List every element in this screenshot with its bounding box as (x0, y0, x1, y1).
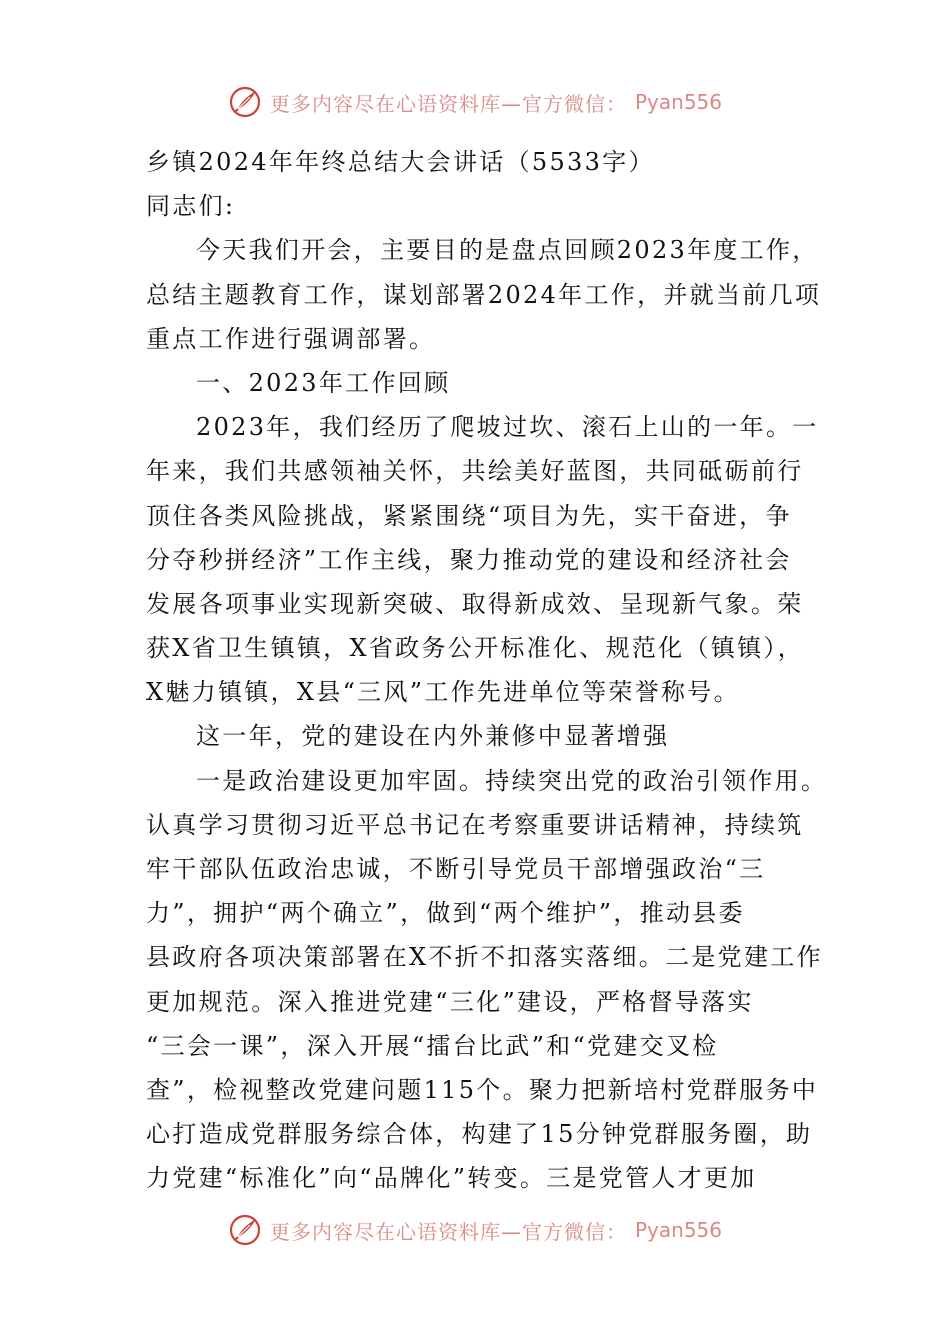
paragraph-line: 一是政治建设更加牢固。持续突出党的政治引领作用。 (196, 766, 828, 795)
paragraph-line: X魅力镇镇，X县“三风”工作先进单位等荣誉称号。 (146, 678, 740, 707)
paragraph-line: 重点工作进行强调部署。 (146, 324, 436, 353)
paragraph-line: 分夺秒拼经济”工作主线，聚力推动党的建设和经济社会 (146, 545, 792, 574)
watermark-account: Pyan556 (634, 1218, 722, 1242)
salutation: 同志们: (146, 192, 236, 221)
paragraph-line: 县政府各项决策部署在X不折不扣落实落细。二是党建工作 (146, 943, 823, 972)
paragraph-line: 更加规范。深入推进党建“三化”建设，严格督导落实 (146, 987, 754, 1016)
paragraph-line: 年来，我们共感领袖关怀，共绘美好蓝图，共同砥砺前行 (146, 457, 804, 486)
watermark-account: Pyan556 (634, 90, 722, 114)
document-body (146, 140, 828, 1201)
paragraph-line: 查”，检视整改党建问题115个。聚力把新培村党群服务中 (146, 1075, 819, 1104)
paragraph-line: 认真学习贯彻习近平总书记在考察重要讲话精神，持续筑 (146, 810, 804, 839)
paragraph-line: “三会一课”，深入开展“擂台比武”和“党建交叉检 (146, 1031, 719, 1060)
section-heading: 一、2023年工作回顾 (196, 368, 451, 397)
quill-logo-icon (228, 1213, 262, 1247)
paragraph-line: 总结主题教育工作，谋划部署2024年工作，并就当前几项 (146, 280, 822, 309)
paragraph-line: 获X省卫生镇镇，X省政务公开标准化、规范化（镇镇）， (146, 634, 804, 663)
paragraph-line: 力”，拥护“两个确立”，做到“两个维护”，推动县委 (146, 899, 745, 928)
paragraph-line: 2023年，我们经历了爬坡过坎、滚石上山的一年。一 (196, 413, 819, 442)
watermark-text: 更多内容尽在心语资料库—官方微信： (269, 1219, 627, 1244)
paragraph-line: 发展各项事业实现新突破、取得新成效、呈现新气象。荣 (146, 589, 804, 618)
watermark-footer (0, 1210, 950, 1250)
paragraph-line: 牢干部队伍政治忠诚，不断引导党员干部增强政治“三 (146, 855, 766, 883)
paragraph-line: 心打造成党群服务综合体，构建了15分钟党群服务圈，助 (146, 1120, 813, 1149)
watermark-text: 更多内容尽在心语资料库—官方微信： (269, 91, 627, 116)
watermark-header (0, 82, 950, 122)
subsection-heading: 这一年，党的建设在内外兼修中显著增强 (196, 722, 670, 751)
quill-logo-icon (228, 85, 262, 119)
paragraph-line: 力党建“标准化”向“品牌化”转变。三是党管人才更加 (146, 1164, 757, 1193)
document-title: 乡镇2024年年终总结大会讲话（5533字） (146, 148, 655, 176)
paragraph-line: 今天我们开会，主要目的是盘点回顾2023年度工作， (196, 236, 819, 265)
paragraph-line: 顶住各类风险挑战，紧紧围绕“项目为先，实干奋进，争 (146, 501, 792, 530)
